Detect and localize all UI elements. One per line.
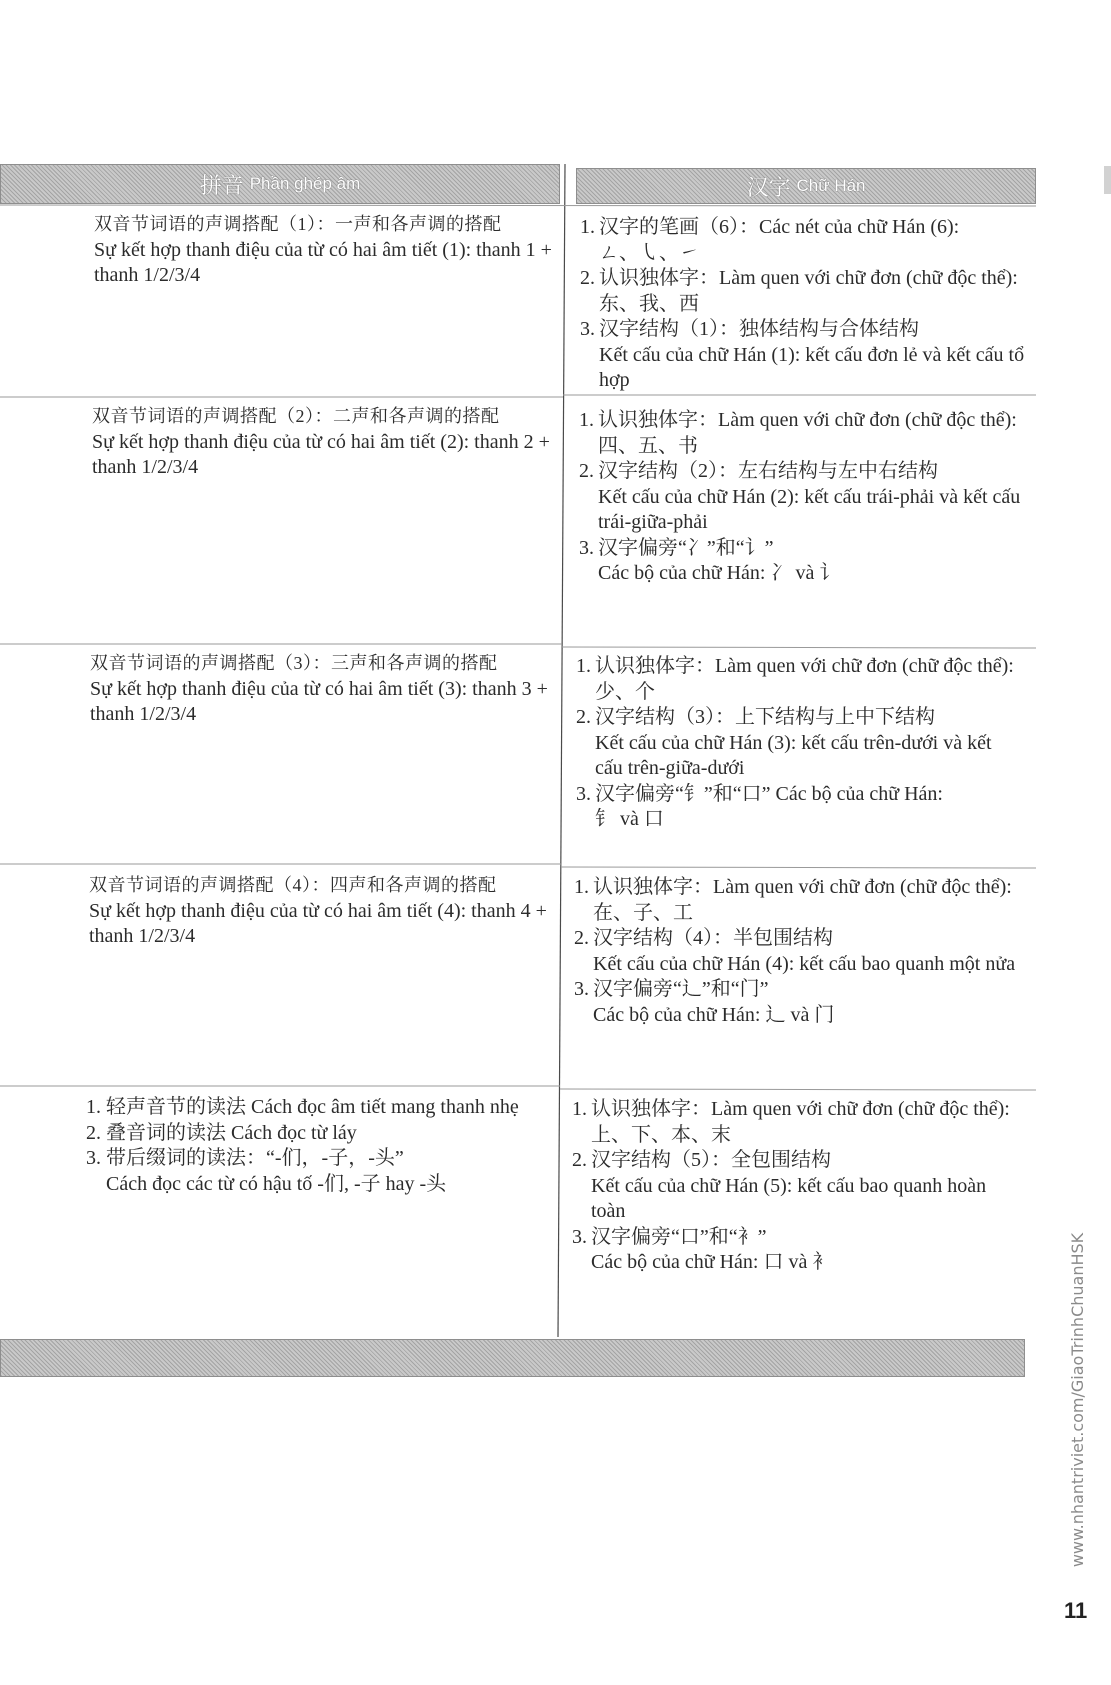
item-line: 汉字结构（2）：左右结构与左中右结构 [598,460,938,482]
item-line: 汉字偏旁“辶”和“门” [593,978,769,1000]
pinyin-topic-vi: Sự kết hợp thanh điệu của từ có hai âm tiết (3): thanh 3 + [90,677,548,700]
item-number: 1. [86,1096,101,1118]
pinyin-cell-4 [89,873,553,950]
header-hanzi [576,168,1036,204]
item-line: Các bộ của chữ Hán: 口 và 衤 [591,1251,833,1273]
header-pinyin-vi: Phần ghép âm [249,174,361,193]
item-number: 2. [574,927,589,949]
item-line: Kết cấu của chữ Hán (5): kết cấu bao quanh hoàn [591,1174,987,1197]
item-line: 叠音词的读法 Cách đọc từ láy [106,1121,357,1144]
item-line: Kết cấu của chữ Hán (1): kết cấu đơn lẻ và kết cấu tổ [599,343,1025,366]
item-line: 认识独体字：Làm quen với chữ đơn (chữ độc thể): [593,876,1012,898]
row-rule [560,1089,1036,1090]
pinyin-topic-zh: 双音节词语的声调搭配（4）：四声和各声调的搭配 [89,875,497,895]
pinyin-topic-vi: Sự kết hợp thanh điệu của từ có hai âm tiết (1): thanh 1 + [94,238,552,261]
item-line: cấu trên-giữa-dưới [595,757,745,779]
hanzi-item [574,977,1074,1028]
item-number: 3. [572,1225,587,1248]
item-line: 在、子、工 [593,901,693,924]
item-number: 2. [572,1149,587,1171]
pinyin-cell-3 [90,651,554,728]
item-number: 3. [574,978,589,1000]
pinyin-item [86,1121,550,1147]
pinyin-topic-vi: Sự kết hợp thanh điệu của từ có hai âm tiết (2): thanh 2 + [92,430,550,453]
item-number: 2. [576,706,591,728]
side-url-text: www.nhantriviet.com/GiaoTrinhChuanHSK [1068,1232,1087,1568]
item-number: 1. [580,216,595,238]
item-line: Kết cấu của chữ Hán (3): kết cấu trên-dưới và kết [595,731,992,754]
item-line: 认识独体字：Làm quen với chữ đơn (chữ độc thể): [591,1098,1010,1120]
item-line: 认识独体字：Làm quen với chữ đơn (chữ độc thể): [599,267,1018,289]
edge-tab-mark [1104,166,1111,194]
pinyin-topic-zh: 双音节词语的声调搭配（3）：三声和各声调的搭配 [90,653,498,673]
item-line: toàn [591,1200,626,1222]
item-number: 1. [579,409,594,431]
item-number: 3. [86,1147,101,1169]
hanzi-item [572,1225,1072,1276]
hanzi-item [574,875,1074,926]
item-line: Kết cấu của chữ Hán (4): kết cấu bao quanh một nửa [593,952,1016,975]
row-rule [562,647,1036,648]
pinyin-item [86,1095,550,1121]
row-rule [561,867,1036,868]
pinyin-topic-vi-cont: thanh 1/2/3/4 [92,456,199,478]
item-number: 3. [579,536,594,559]
pinyin-topic-zh: 双音节词语的声调搭配（1）：一声和各声调的搭配 [94,214,502,234]
hanzi-cell-2 [579,408,1079,587]
item-number: 2. [86,1121,101,1144]
hanzi-cell-4 [574,875,1074,1028]
header-rule [0,205,1036,206]
item-line: 认识独体字：Làm quen với chữ đơn (chữ độc thể): [598,409,1017,431]
item-line: 汉字偏旁“钅”和“口” Các bộ của chữ Hán: [595,782,943,805]
item-line: 少、个 [595,680,655,703]
item-line: trái-giữa-phải [598,511,708,533]
pinyin-topic-vi-cont: thanh 1/2/3/4 [90,703,197,725]
item-line: 认识独体字：Làm quen với chữ đơn (chữ độc thể): [595,655,1014,677]
header-pinyin [0,164,560,204]
item-line: Kết cấu của chữ Hán (2): kết cấu trái-phải và kết cấu [598,485,1021,508]
header-hanzi-zh: 汉字 [746,174,791,200]
pinyin-topic-vi: Sự kết hợp thanh điệu của từ có hai âm tiết (4): thanh 4 + [89,899,547,922]
item-line: Cách đọc các từ có hậu tố -们, -子 hay -头 [106,1172,447,1195]
footer-band [0,1339,1025,1377]
pinyin-topic-zh: 双音节词语的声调搭配（2）：二声和各声调的搭配 [92,406,500,426]
pinyin-cell-2 [92,404,556,481]
hanzi-cell-3 [576,654,1076,833]
item-line: 汉字结构（5）：全包围结构 [591,1149,831,1171]
pinyin-topic-vi-cont: thanh 1/2/3/4 [94,264,201,286]
hanzi-item [580,317,1080,394]
item-line: 汉字偏旁“冫”和“讠” [598,536,774,559]
item-line: 汉字结构（3）：上下结构与上中下结构 [595,706,935,728]
item-number: 1. [576,655,591,677]
item-line: Các bộ của chữ Hán: 冫 và 讠 [598,562,840,584]
item-line: hợp [599,369,630,391]
item-line: 汉字偏旁“口”和“衤” [591,1225,767,1248]
item-line: 东、我、西 [599,292,699,315]
item-line: 带后缀词的读法：“-们，-子，-头” [106,1147,404,1169]
hanzi-item [574,926,1074,977]
item-line: 上、下、本、末 [591,1123,731,1146]
header-pinyin-zh: 拼音 [199,172,244,198]
pinyin-item [86,1146,550,1197]
hanzi-item [572,1148,1072,1225]
hanzi-cell-5 [572,1097,1072,1276]
hanzi-item [572,1097,1072,1148]
hanzi-item [579,536,1079,587]
hanzi-item [580,215,1080,266]
item-line: ㄥ、㇂、㇀ [599,241,699,264]
item-number: 2. [580,267,595,289]
item-number: 1. [574,876,589,898]
item-number: 1. [572,1098,587,1120]
hanzi-cell-1 [580,215,1080,394]
item-number: 3. [580,318,595,340]
item-line: 汉字结构（4）：半包围结构 [593,927,833,949]
header-hanzi-vi: Chữ Hán [796,176,866,195]
item-line: 四、五、书 [598,434,698,457]
hanzi-item [579,459,1079,536]
pinyin-cell-5 [86,1095,550,1197]
hanzi-item [579,408,1079,459]
hanzi-item [576,705,1076,782]
column-divider [558,164,565,1337]
item-number: 2. [579,460,594,482]
pinyin-topic-vi-cont: thanh 1/2/3/4 [89,925,196,947]
item-line: Các bộ của chữ Hán: 辶 và 门 [593,1003,835,1026]
hanzi-item [576,782,1076,833]
hanzi-item [576,654,1076,705]
item-number: 3. [576,782,591,805]
page-number: 11 [1064,1598,1088,1623]
item-line: 汉字结构（1）：独体结构与合体结构 [599,318,919,340]
item-line: 汉字的笔画（6）：Các nét của chữ Hán (6): [599,216,960,238]
item-line: 轻声音节的读法 Cách đọc âm tiết mang thanh nhẹ [106,1096,519,1118]
item-line: 钅 và 口 [595,808,664,830]
pinyin-cell-1 [94,212,558,289]
hanzi-item [580,266,1080,317]
